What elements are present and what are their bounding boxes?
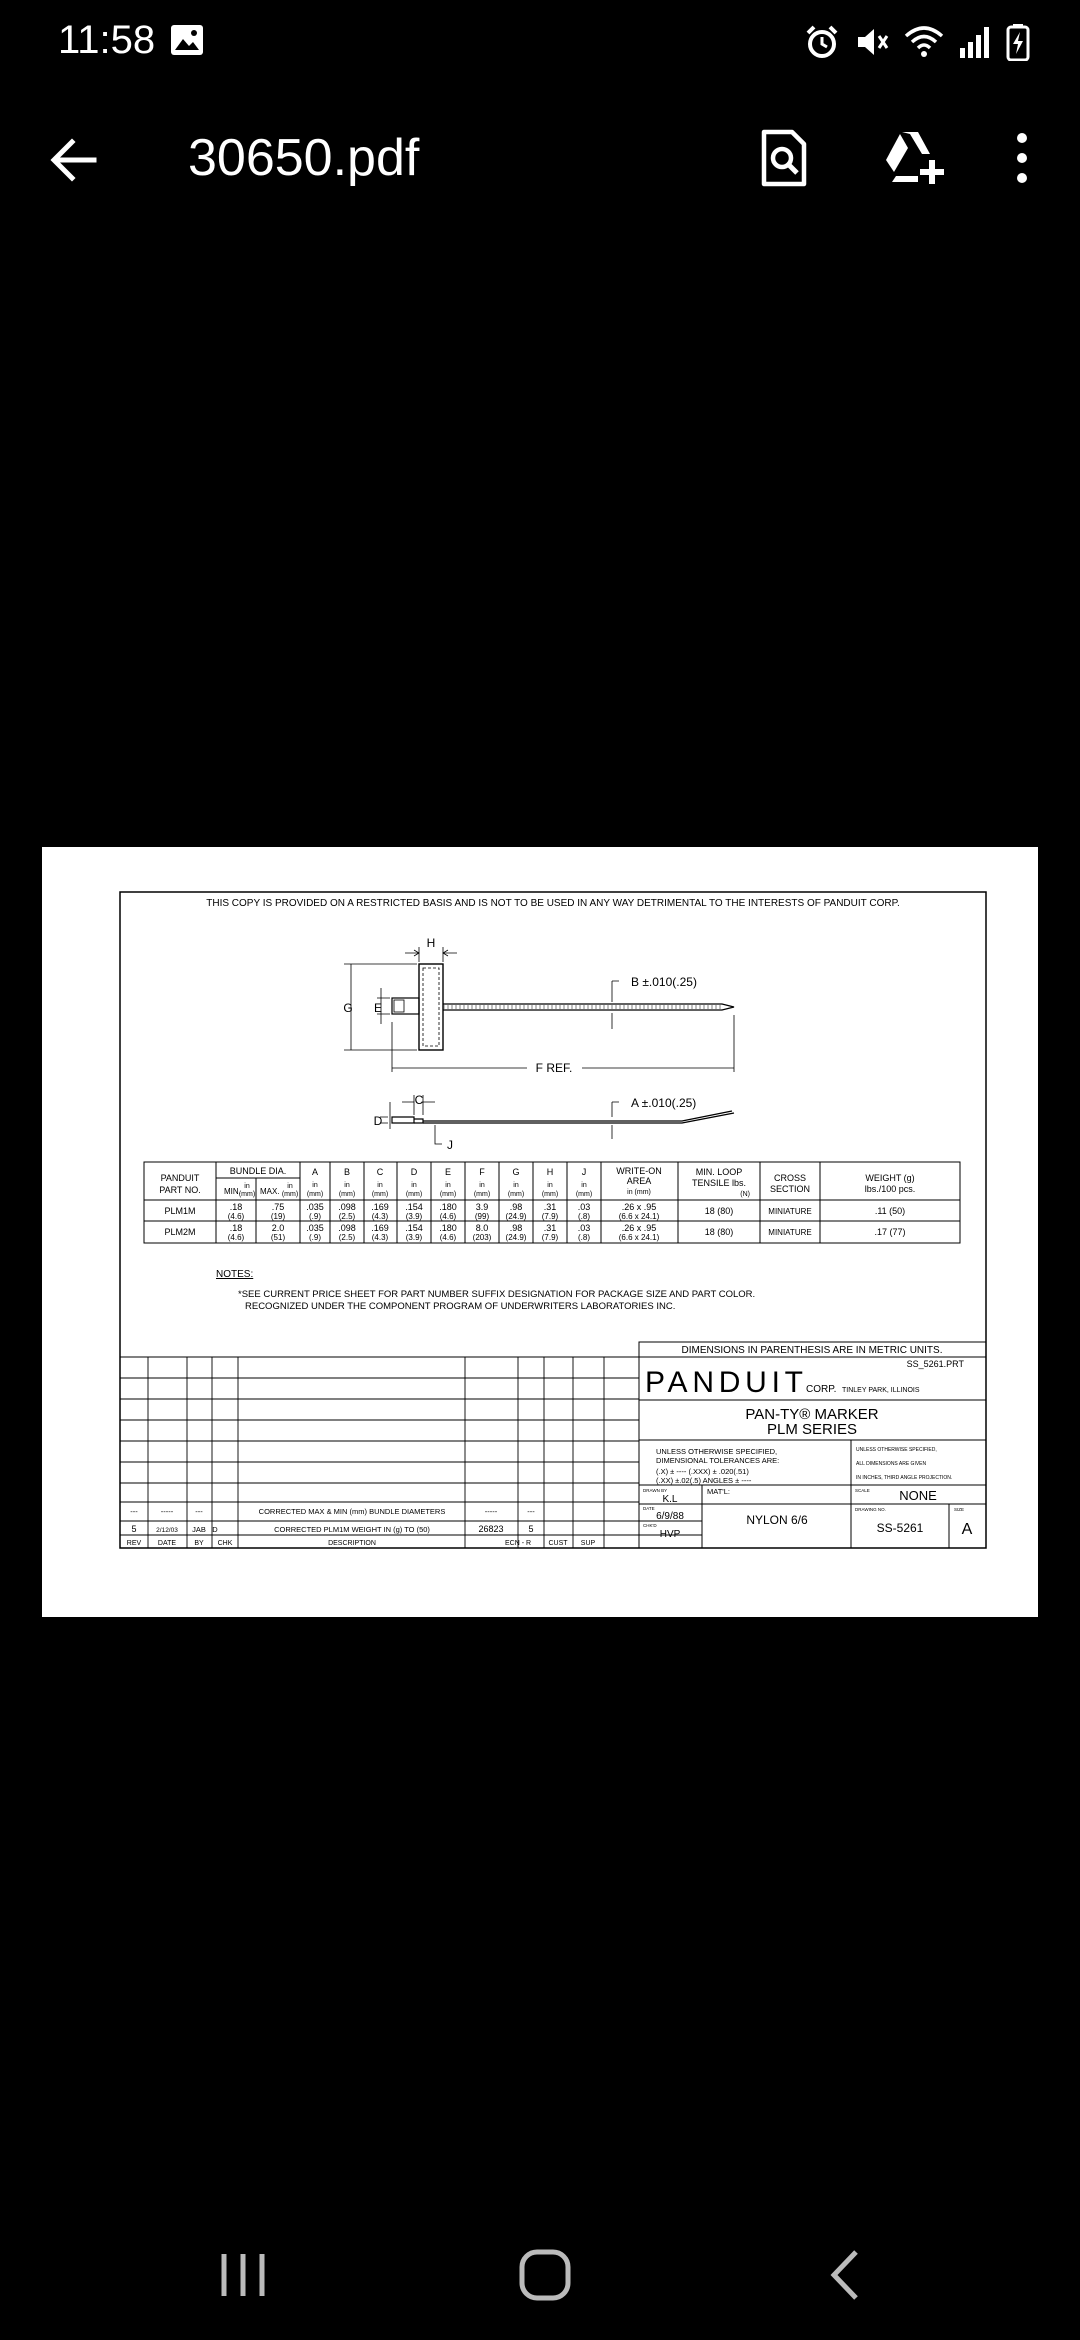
th-write-on-1: WRITE-ON [616, 1166, 662, 1176]
rev-row2-by: JAB [192, 1525, 206, 1534]
metric-note: DIMENSIONS IN PARENTHESIS ARE IN METRIC UNITS. [681, 1345, 943, 1356]
add-to-drive-icon[interactable] [878, 126, 946, 190]
unit-in-max: in [287, 1183, 293, 1190]
rev-row2-rev: 5 [131, 1524, 137, 1534]
image-icon [170, 24, 204, 56]
dim-label-j: J [447, 1138, 453, 1152]
row2-cell: (24.9) [505, 1233, 527, 1242]
th-write-on-3: in (mm) [627, 1189, 651, 1196]
status-bar [0, 0, 1080, 90]
scale-label: SCALE [855, 1488, 870, 1493]
row1-cell: .03 [577, 1202, 591, 1212]
unit-in-min: in [244, 1183, 250, 1190]
row2-cell: (4.6) [439, 1233, 457, 1242]
unit-mm-e: (mm) [439, 1191, 457, 1198]
row1-section: MINIATURE [768, 1207, 812, 1216]
row1-cell: (4.3) [371, 1212, 389, 1221]
unit-in-e: in [445, 1182, 451, 1189]
row2-cell: .154 [405, 1223, 423, 1233]
product-name: PAN-TY® MARKER [745, 1406, 879, 1423]
dim-label-d: D [373, 1114, 383, 1128]
unit-in-j: in [581, 1182, 587, 1189]
status-time: 11:58 [58, 18, 156, 62]
row2-cell: (7.9) [541, 1233, 559, 1242]
row2-cell: .03 [577, 1223, 591, 1233]
th-weight-2: lbs./100 pcs. [864, 1184, 916, 1194]
row2-cell: .169 [371, 1223, 389, 1233]
row1-cell: (3.9) [405, 1212, 423, 1221]
th-e: E [444, 1167, 452, 1177]
rev-footer-by: BY [194, 1540, 204, 1547]
unit-in-b: in [344, 1182, 350, 1189]
dim-label-g: G [343, 1001, 353, 1015]
row1-cell: (19) [270, 1212, 286, 1221]
th-a: A [311, 1167, 319, 1177]
row2-cell: (3.9) [405, 1233, 423, 1242]
row1-tensile: 18 (80) [704, 1206, 734, 1216]
status-icons [804, 22, 1030, 62]
dim-label-f-ref: F REF. [535, 1061, 573, 1075]
unit-mm-f: (mm) [473, 1191, 491, 1198]
th-weight-1: WEIGHT (g) [865, 1173, 915, 1183]
row2-cell: .180 [439, 1223, 457, 1233]
dim-label-a-tol: A ±.010(.25) [631, 1096, 697, 1110]
location: TINLEY PARK, ILLINOIS [842, 1387, 920, 1394]
row1-cell: .18 [229, 1202, 243, 1212]
tolerance-line-3: (.X) ± ---- (.XXX) ± .020(.51) [656, 1467, 749, 1476]
rev-row2-ecn: 26823 [478, 1524, 504, 1534]
rev-row1-by: --- [195, 1507, 203, 1516]
unit-in-h: in [547, 1182, 553, 1189]
row1-cell: (.9) [309, 1212, 321, 1221]
rev-row1-rev: --- [130, 1507, 138, 1516]
row1-cell: .98 [509, 1202, 523, 1212]
file-ref: SS_5261.PRT [906, 1359, 964, 1369]
row2-cell: .18 [229, 1223, 243, 1233]
row1-cell: (7.9) [541, 1212, 559, 1221]
row2-cell: (4.3) [371, 1233, 389, 1242]
row2-cell: 8.0 [475, 1223, 489, 1233]
row1-cell: (99) [474, 1212, 490, 1221]
dim-label-h: H [426, 936, 436, 950]
drawn-by: K.L [662, 1494, 678, 1505]
more-vert-icon[interactable] [1004, 126, 1040, 190]
date-label: DATE [643, 1506, 655, 1511]
rev-footer-sup: SUP [580, 1540, 596, 1547]
unit-in-f: in [479, 1182, 485, 1189]
row2-cell: (2.5) [338, 1233, 356, 1242]
drawing-number: SS-5261 [876, 1521, 924, 1535]
row1-cell: (2.5) [338, 1212, 356, 1221]
navigation-bar [0, 2220, 1080, 2330]
alarm-icon [804, 24, 840, 60]
unit-in-c: in [377, 1182, 383, 1189]
unit-mm-g: (mm) [507, 1191, 525, 1198]
row2-cell: (6.6 x 24.1) [618, 1233, 660, 1242]
row2-cell: .26 x .95 [621, 1223, 657, 1233]
spec-table-headers [159, 1166, 915, 1198]
row1-cell: .26 x .95 [621, 1202, 657, 1212]
mute-icon [854, 24, 890, 60]
rev-footer-chk: CHK [217, 1540, 233, 1547]
rev-row1-description: CORRECTED MAX & MIN (mm) BUNDLE DIAMETERS [258, 1507, 446, 1516]
unit-in-a: in [312, 1182, 318, 1189]
th-write-on-2: AREA [626, 1176, 652, 1186]
corp-label: CORP. [806, 1384, 837, 1395]
rev-row2-description: CORRECTED PLM1M WEIGHT IN (g) TO (50) [274, 1525, 430, 1534]
drawing-sheet [42, 847, 1038, 1617]
row1-cell: (.8) [578, 1212, 590, 1221]
unit-row [239, 1182, 592, 1198]
th-loop-3: (N) [740, 1191, 750, 1198]
row1-part: PLM1M [164, 1206, 196, 1216]
row2-cell: (51) [270, 1233, 286, 1242]
row1-cell: (6.6 x 24.1) [618, 1212, 660, 1221]
battery-charging-icon [1006, 23, 1030, 61]
rev-row2-date: 2/12/03 [156, 1527, 178, 1534]
notes-label: NOTES: [216, 1269, 254, 1280]
scale: NONE [899, 1488, 937, 1503]
th-d: D [410, 1167, 418, 1177]
row1-cell: .035 [306, 1202, 324, 1212]
drawn-by-label: DRAWN BY [643, 1488, 668, 1493]
unit-in-g: in [513, 1182, 519, 1189]
tolerance-line-2: DIMENSIONAL TOLERANCES ARE: [656, 1456, 780, 1465]
th-loop-2: TENSILE lbs. [691, 1178, 747, 1188]
spec-line-2: ALL DIMENSIONS ARE GIVEN [856, 1461, 927, 1467]
rev-row2-r: 5 [528, 1524, 534, 1534]
row1-cell: 3.9 [475, 1202, 489, 1212]
row2-cell: .098 [338, 1223, 356, 1233]
wifi-icon [904, 24, 944, 60]
home-icon[interactable] [510, 2240, 580, 2310]
panduit-logo: PANDUIT [645, 1366, 803, 1399]
signal-icon [958, 24, 992, 60]
drawing-no-label: DRAWING NO. [855, 1507, 886, 1512]
back-arrow-icon[interactable] [44, 130, 104, 190]
th-min: MIN. [224, 1187, 241, 1196]
row2-cell: (.8) [578, 1233, 590, 1242]
row1-cell: (4.6) [439, 1212, 457, 1221]
unit-mm-h: (mm) [541, 1191, 559, 1198]
tolerance-line-1: UNLESS OTHERWISE SPECIFIED, [656, 1447, 778, 1456]
material: NYLON 6/6 [746, 1513, 808, 1527]
th-cross-1: CROSS [773, 1173, 807, 1183]
product-series: PLM SERIES [766, 1421, 858, 1438]
rev-footer-ecn: ECN - R [504, 1540, 532, 1547]
document-title: 30650.pdf [188, 129, 420, 187]
notes-line-1: *SEE CURRENT PRICE SHEET FOR PART NUMBER SUFFIX DESIGNATION FOR PACKAGE SIZE AND PART COLOR. [238, 1289, 756, 1300]
unit-mm-c: (mm) [371, 1191, 389, 1198]
th-loop-1: MIN. LOOP [695, 1167, 743, 1177]
tolerance-line-4: (.XX) ±.02(.5) ANGLES ± ---- [656, 1476, 752, 1485]
row2-cell: .31 [543, 1223, 557, 1233]
pdf-page[interactable] [42, 847, 1038, 1617]
row1-cell: .180 [439, 1202, 457, 1212]
row1-cell: .098 [338, 1202, 356, 1212]
row1-weight: .11 (50) [874, 1206, 906, 1216]
unit-mm-j: (mm) [575, 1191, 593, 1198]
unit-mm-d: (mm) [405, 1191, 423, 1198]
row2-cell: .98 [509, 1223, 523, 1233]
row1-cell: (24.9) [505, 1212, 527, 1221]
th-h: H [546, 1167, 554, 1177]
revision-rows [127, 1507, 596, 1547]
row2-tensile: 18 (80) [704, 1227, 734, 1237]
spec-line-1: UNLESS OTHERWISE SPECIFIED, [856, 1447, 937, 1453]
th-f: F [479, 1167, 485, 1177]
rev-footer-rev: REV [126, 1540, 142, 1547]
table-row [164, 1223, 905, 1242]
size-label: SIZE [954, 1507, 965, 1512]
title-block [639, 1342, 986, 1548]
th-max: MAX. [260, 1187, 280, 1196]
row1-cell: .154 [405, 1202, 423, 1212]
unit-mm-min: (mm) [238, 1191, 256, 1198]
row2-cell: .035 [306, 1223, 324, 1233]
rev-footer-cust: CUST [548, 1540, 568, 1547]
checked-by: HVP [659, 1529, 681, 1540]
row2-part: PLM2M [164, 1227, 196, 1237]
rev-footer-description: DESCRIPTION [328, 1540, 376, 1547]
top-view-drawing [344, 947, 734, 1072]
revision-grid [120, 1342, 639, 1548]
unit-in-d: in [411, 1182, 417, 1189]
app-bar [0, 110, 1080, 210]
recent-apps-icon[interactable] [208, 2240, 278, 2310]
row1-cell: .31 [543, 1202, 557, 1212]
table-row [164, 1202, 905, 1221]
notes-line-2: RECOGNIZED UNDER THE COMPONENT PROGRAM OF UNDERWRITERS LABORATORIES INC. [245, 1301, 676, 1312]
th-part-1: PANDUIT [160, 1173, 200, 1183]
chkd-label: CHK'D [643, 1523, 657, 1528]
rev-row1-ecn: ----- [484, 1507, 498, 1516]
dim-label-c: C [414, 1093, 424, 1107]
row2-cell: 2.0 [271, 1223, 285, 1233]
unit-mm-max: (mm) [281, 1191, 299, 1198]
th-c: C [376, 1167, 384, 1177]
drawing-date: 6/9/88 [656, 1511, 684, 1522]
th-cross-2: SECTION [769, 1184, 811, 1194]
row1-cell: .75 [271, 1202, 285, 1212]
dim-label-b-tol: B ±.010(.25) [631, 975, 697, 989]
th-part-2: PART NO. [159, 1185, 201, 1195]
search-document-icon[interactable] [752, 126, 816, 190]
row1-cell: .169 [371, 1202, 389, 1212]
row2-weight: .17 (77) [874, 1227, 906, 1237]
rev-footer-date: DATE [157, 1540, 177, 1547]
disclaimer: THIS COPY IS PROVIDED ON A RESTRICTED BASIS AND IS NOT TO BE USED IN ANY WAY DETRIMENTAL TO THE INTERESTS OF PANDUIT CORP. [206, 898, 900, 909]
row1-cell: (4.6) [227, 1212, 245, 1221]
spec-line-3: IN INCHES, THIRD ANGLE PROJECTION. [856, 1475, 953, 1481]
row2-cell: (.9) [309, 1233, 321, 1242]
th-b: B [343, 1167, 351, 1177]
th-g: G [512, 1167, 520, 1177]
sheet-size: A [961, 1521, 973, 1538]
back-icon[interactable] [812, 2240, 882, 2310]
unit-mm-b: (mm) [338, 1191, 356, 1198]
unit-mm-a: (mm) [306, 1191, 324, 1198]
rev-row1-date: ----- [160, 1507, 174, 1516]
row2-cell: (203) [472, 1233, 492, 1242]
rev-row2-chk: D [212, 1525, 218, 1534]
row2-section: MINIATURE [768, 1228, 812, 1237]
th-j: J [581, 1167, 587, 1177]
th-bundle-dia: BUNDLE DIA. [229, 1166, 287, 1176]
row2-cell: (4.6) [227, 1233, 245, 1242]
dim-label-e: E [373, 1001, 383, 1015]
rev-row1-r: --- [527, 1507, 535, 1516]
material-label: MAT'L: [707, 1487, 730, 1496]
